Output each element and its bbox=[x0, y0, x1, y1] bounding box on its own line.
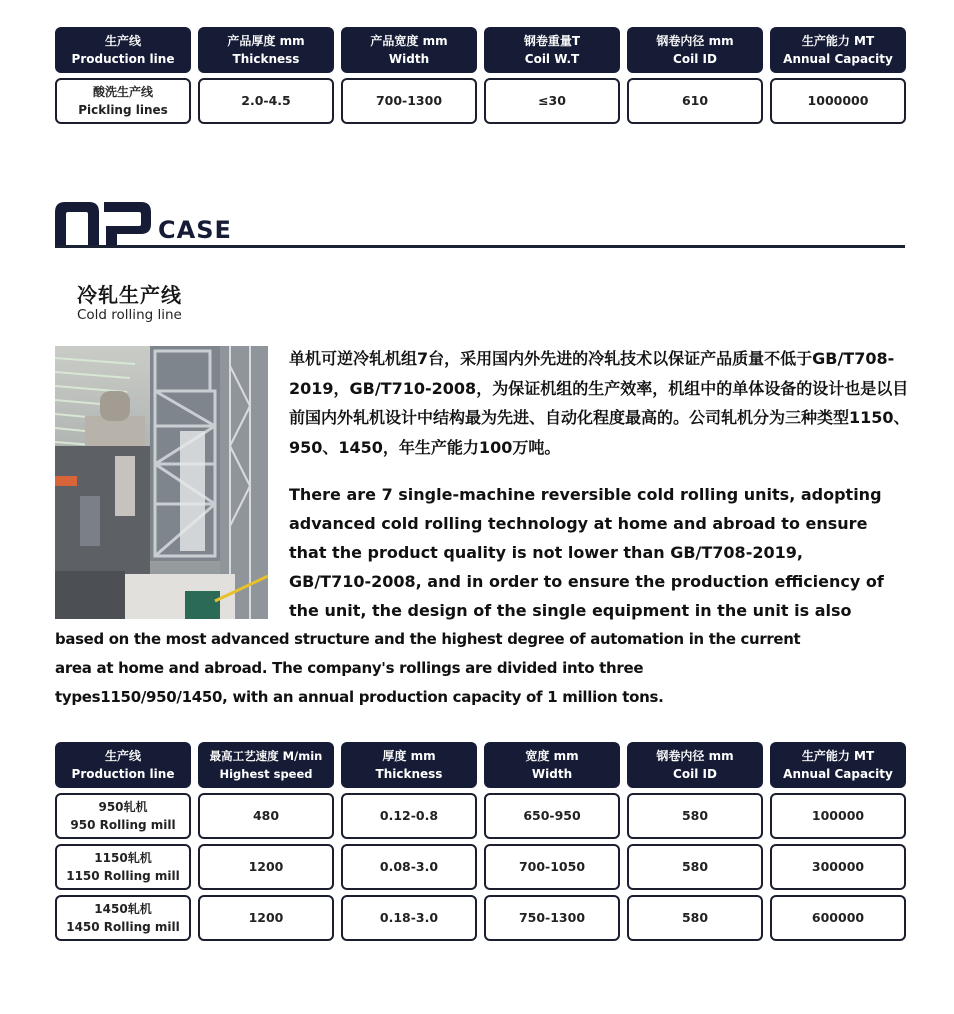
cell-production-line bbox=[55, 895, 191, 941]
cell-thickness bbox=[341, 793, 477, 839]
header-en: Annual Capacity bbox=[783, 767, 893, 781]
section-header bbox=[55, 200, 905, 250]
header-coil-id bbox=[627, 742, 763, 788]
description-en-line: based on the most advanced structure and the highest degree of automation in the current bbox=[55, 630, 801, 648]
rolling-mill-spec-table bbox=[55, 742, 905, 946]
header-zh: 生产线 bbox=[104, 34, 141, 48]
cell-width bbox=[484, 895, 620, 941]
line-name-en: 1150 Rolling mill bbox=[66, 869, 180, 883]
cell-annual-capacity bbox=[770, 793, 906, 839]
line-name-zh: 1150轧机 bbox=[94, 851, 152, 865]
coil-weight-value: ≤30 bbox=[538, 93, 566, 108]
description-en-line: advanced cold rolling technology at home and abroad to ensure bbox=[289, 514, 868, 533]
section-divider bbox=[55, 245, 905, 248]
header-zh: 钢卷重量T bbox=[523, 34, 581, 48]
thickness-value: 0.12-0.8 bbox=[379, 808, 439, 823]
speed-value: 1200 bbox=[248, 910, 284, 925]
pickling-spec-table bbox=[55, 27, 905, 129]
header-zh: 产品宽度 mm bbox=[370, 34, 448, 48]
thickness-value: 0.08-3.0 bbox=[379, 859, 439, 874]
header-annual-capacity bbox=[770, 27, 906, 73]
cell-production-line bbox=[55, 793, 191, 839]
header-production-line bbox=[55, 27, 191, 73]
cell-highest-speed bbox=[198, 793, 334, 839]
coil-id-value: 580 bbox=[681, 808, 709, 823]
description-en-line: GB/T710-2008, and in order to ensure the production efficiency of bbox=[289, 572, 884, 591]
header-en: Width bbox=[388, 52, 430, 66]
cell-width bbox=[341, 78, 477, 124]
cell-coil-id bbox=[627, 895, 763, 941]
cold-rolling-facility-photo bbox=[55, 346, 268, 619]
header-zh: 最高工艺速度 M/min bbox=[209, 749, 323, 763]
capacity-value: 600000 bbox=[811, 910, 865, 925]
line-name-en: Pickling lines bbox=[78, 103, 168, 117]
header-zh: 钢卷内径 mm bbox=[656, 34, 734, 48]
header-zh: 生产线 bbox=[104, 749, 141, 763]
header-en: Width bbox=[531, 767, 573, 781]
line-name-zh: 酸洗生产线 bbox=[92, 85, 153, 99]
coil-id-value: 610 bbox=[681, 93, 709, 108]
header-en: Thickness bbox=[375, 767, 443, 781]
line-name-en: 950 Rolling mill bbox=[70, 818, 176, 832]
table-row bbox=[55, 844, 905, 890]
cell-coil-id bbox=[627, 793, 763, 839]
cell-width bbox=[484, 793, 620, 839]
header-en: Coil W.T bbox=[524, 52, 580, 66]
line-name-zh: 1450轧机 bbox=[94, 902, 152, 916]
header-en: Highest speed bbox=[219, 767, 313, 781]
cell-width bbox=[484, 844, 620, 890]
cell-coil-id bbox=[627, 844, 763, 890]
thickness-value: 0.18-3.0 bbox=[379, 910, 439, 925]
header-highest-speed bbox=[198, 742, 334, 788]
description-zh: 单机可逆冷轧机组7台，采用国内外先进的冷轧技术以保证产品质量不低于GB/T708-2019，GB/T710-2008，为保证机组的生产效率，机组中的单体设备的设计也是以目前国内外轧机设计中结构最为先进、自动化程度最高的。公司轧机分为三种类型1150、950、1450，年生产能力100万吨。 bbox=[289, 349, 910, 457]
header-width bbox=[341, 27, 477, 73]
coil-id-value: 580 bbox=[681, 910, 709, 925]
cell-coil-id bbox=[627, 78, 763, 124]
description-en-line: the unit, the design of the single equipment in the unit is also bbox=[289, 601, 852, 620]
header-en: Production line bbox=[71, 52, 175, 66]
table-header-row bbox=[55, 742, 905, 788]
header-zh: 钢卷内径 mm bbox=[656, 749, 734, 763]
header-en: Annual Capacity bbox=[783, 52, 893, 66]
header-coil-weight bbox=[484, 27, 620, 73]
cell-highest-speed bbox=[198, 895, 334, 941]
description-en-line: area at home and abroad. The company's rollings are divided into three bbox=[55, 659, 644, 677]
cell-thickness bbox=[341, 844, 477, 890]
capacity-value: 1000000 bbox=[807, 93, 869, 108]
facility-image bbox=[55, 346, 268, 619]
coil-id-value: 580 bbox=[681, 859, 709, 874]
speed-value: 1200 bbox=[248, 859, 284, 874]
header-thickness bbox=[198, 27, 334, 73]
width-value: 750-1300 bbox=[518, 910, 586, 925]
capacity-value: 300000 bbox=[811, 859, 865, 874]
header-zh: 宽度 mm bbox=[525, 749, 579, 763]
cell-highest-speed bbox=[198, 844, 334, 890]
cell-thickness bbox=[198, 78, 334, 124]
table-header-row bbox=[55, 27, 905, 73]
cell-annual-capacity bbox=[770, 78, 906, 124]
header-width bbox=[484, 742, 620, 788]
section-title-en: Cold rolling line bbox=[77, 307, 182, 323]
header-en: Production line bbox=[71, 767, 175, 781]
header-zh: 生产能力 MT bbox=[801, 749, 875, 763]
header-en: Coil ID bbox=[673, 767, 717, 781]
cell-coil-weight bbox=[484, 78, 620, 124]
capacity-value: 100000 bbox=[811, 808, 865, 823]
cell-production-line bbox=[55, 78, 191, 124]
header-en: Thickness bbox=[232, 52, 300, 66]
section-label: CASE bbox=[158, 216, 232, 244]
header-thickness bbox=[341, 742, 477, 788]
thickness-value: 2.0-4.5 bbox=[241, 93, 291, 108]
cell-annual-capacity bbox=[770, 844, 906, 890]
cell-thickness bbox=[341, 895, 477, 941]
description-en-line: There are 7 single-machine reversible cold rolling units, adopting bbox=[289, 485, 882, 504]
header-zh: 厚度 mm bbox=[382, 749, 436, 763]
width-value: 700-1050 bbox=[518, 859, 586, 874]
header-zh: 产品厚度 mm bbox=[227, 34, 305, 48]
header-en: Coil ID bbox=[673, 52, 717, 66]
table-row bbox=[55, 78, 905, 124]
line-name-en: 1450 Rolling mill bbox=[66, 920, 180, 934]
width-value: 650-950 bbox=[523, 808, 581, 823]
line-name-zh: 950轧机 bbox=[98, 800, 148, 814]
width-value: 700-1300 bbox=[375, 93, 443, 108]
header-production-line bbox=[55, 742, 191, 788]
header-zh: 生产能力 MT bbox=[801, 34, 875, 48]
header-annual-capacity bbox=[770, 742, 906, 788]
description-en-line: types1150/950/1450, with an annual production capacity of 1 million tons. bbox=[55, 688, 664, 706]
speed-value: 480 bbox=[252, 808, 280, 823]
header-coil-id bbox=[627, 27, 763, 73]
description-en-line: that the product quality is not lower than GB/T708-2019, bbox=[289, 543, 803, 562]
section-number-graphic bbox=[55, 200, 152, 246]
cell-annual-capacity bbox=[770, 895, 906, 941]
cell-production-line bbox=[55, 844, 191, 890]
section-title-zh: 冷轧生产线 bbox=[77, 283, 182, 307]
table-row bbox=[55, 793, 905, 839]
table-row bbox=[55, 895, 905, 941]
